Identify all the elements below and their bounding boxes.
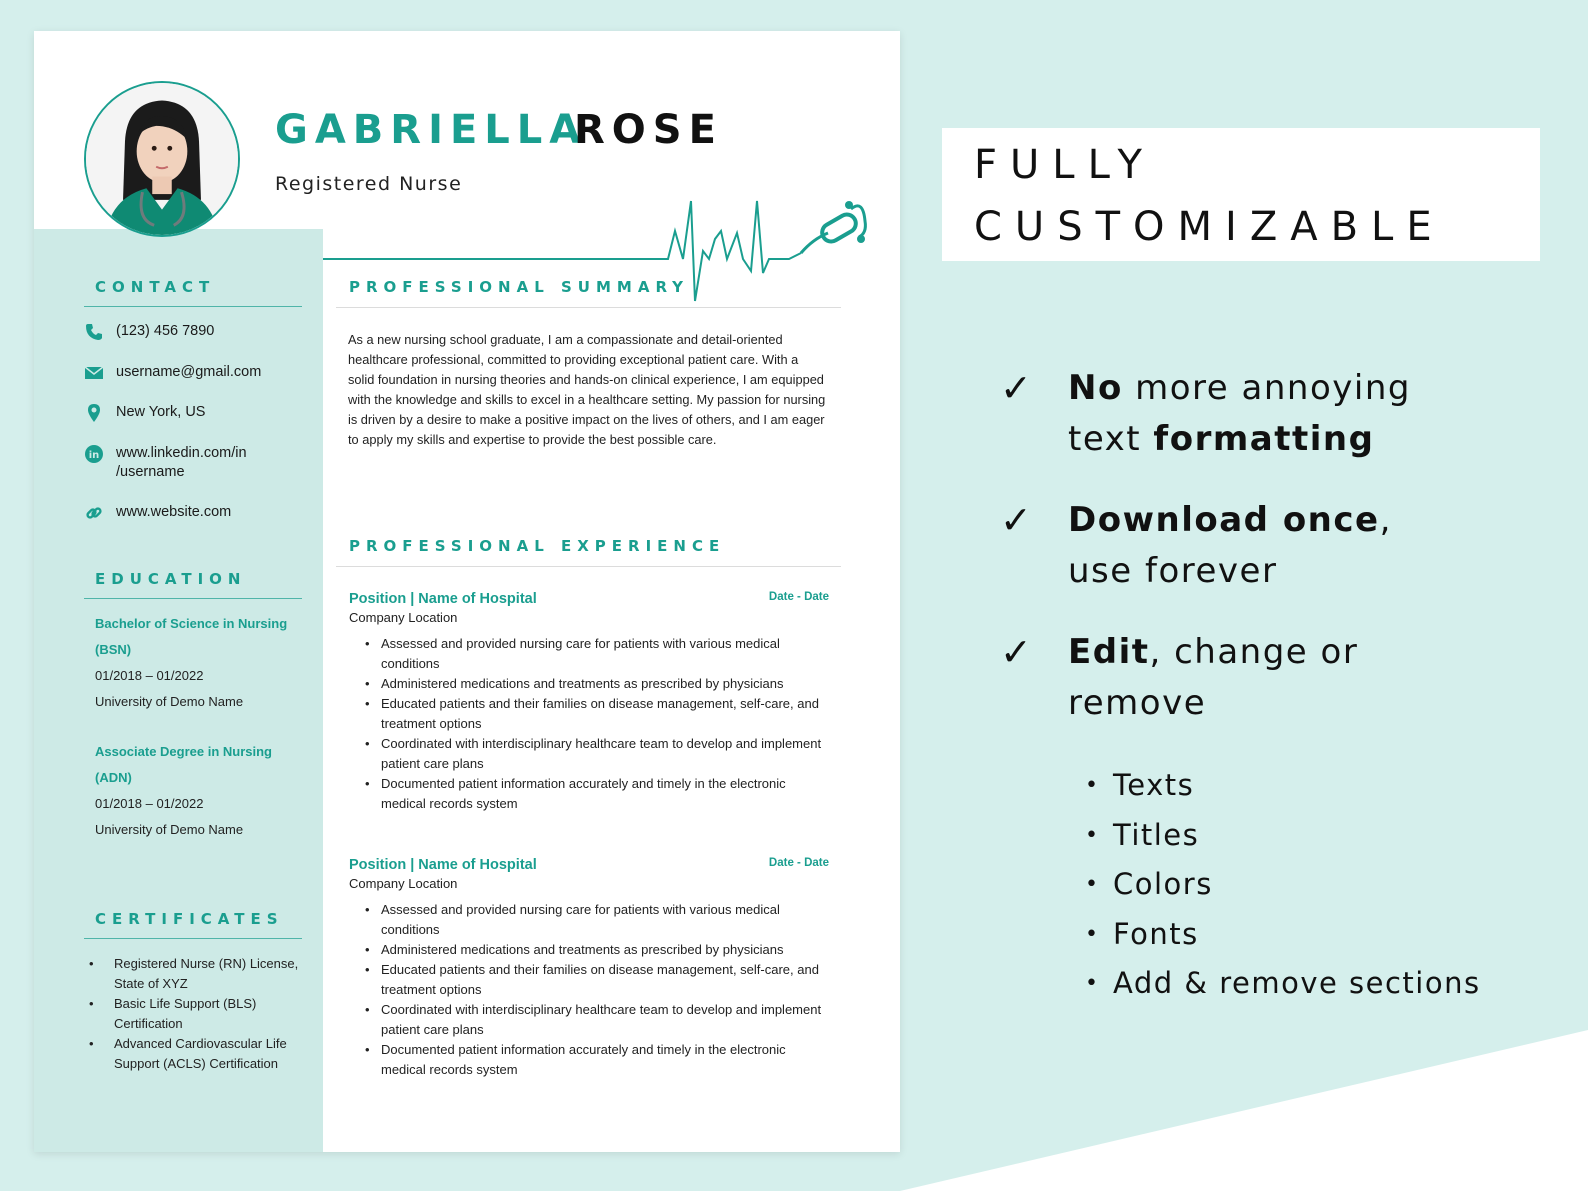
contact-linkedin bbox=[84, 444, 286, 482]
education-heading: EDUCATION bbox=[95, 570, 247, 588]
contact-location bbox=[84, 403, 286, 423]
list-item: • Basic Life Support (BLS) Certification bbox=[89, 994, 304, 1033]
link-icon bbox=[84, 503, 104, 523]
degree-dates: 01/2018 – 01/2022 bbox=[95, 796, 204, 811]
contact-email bbox=[84, 363, 286, 383]
contact-phone bbox=[84, 322, 286, 342]
customization-options bbox=[1085, 761, 1481, 1009]
list-item: • Registered Nurse (RN) License, State of XYZ bbox=[89, 954, 304, 993]
phone-text: (123) 456 7890 bbox=[116, 323, 215, 339]
summary-text: As a new nursing school graduate, I am a compassionate and detail-oriented healthcare professional, committed to providing exceptional patient care. With a solid foundation in nursing theories and hands-on clinical experience, I am equipped with the knowledge and skills to excel in a healthcare setting. My passion for nursing is driven by a desire to make a positive impact on the lives of others, and I am eager to apply my skills and expertise to provide the best possible care. bbox=[348, 332, 826, 447]
list-item: • Titles bbox=[1085, 811, 1481, 861]
list-item: • Colors bbox=[1085, 860, 1481, 910]
name-first: GABRIELLA bbox=[275, 107, 588, 153]
feature-text: use forever bbox=[1068, 551, 1278, 591]
degree-abbr: (ADN) bbox=[95, 770, 132, 785]
email-text: username@gmail.com bbox=[116, 364, 262, 380]
degree-name: Associate Degree in Nursing bbox=[95, 744, 272, 759]
job-title: Registered Nurse bbox=[275, 173, 463, 195]
education-divider bbox=[84, 598, 302, 599]
list-item: • Documented patient information accurately and timely in the electronic medical records system bbox=[365, 774, 829, 814]
checkmark-icon: ✓ bbox=[1000, 630, 1034, 674]
list-item: • Add & remove sections bbox=[1085, 959, 1481, 1009]
degree-dates: 01/2018 – 01/2022 bbox=[95, 668, 204, 683]
summary-heading: PROFESSIONAL SUMMARY bbox=[349, 278, 690, 296]
summary-divider bbox=[336, 307, 841, 308]
list-item: • Administered medications and treatments as prescribed by physicians bbox=[365, 674, 829, 694]
contact-heading: CONTACT bbox=[95, 278, 216, 296]
linkedin-icon bbox=[84, 444, 104, 464]
feature-text: remove bbox=[1068, 683, 1207, 723]
list-item: • Coordinated with interdisciplinary healthcare team to develop and implement patient care plans bbox=[365, 734, 829, 774]
list-item: • Documented patient information accurately and timely in the electronic medical records system bbox=[365, 1040, 829, 1080]
name-last: ROSE bbox=[574, 107, 723, 153]
job-entry bbox=[349, 591, 829, 814]
list-item: • Fonts bbox=[1085, 910, 1481, 960]
phone-icon bbox=[84, 322, 104, 342]
school-name: University of Demo Name bbox=[95, 694, 244, 709]
email-icon bbox=[84, 363, 104, 383]
degree-name: Bachelor of Science in Nursing bbox=[95, 616, 288, 631]
list-item: • Assessed and provided nursing care for patients with various medical conditions bbox=[365, 900, 829, 940]
job-location: Company Location bbox=[349, 610, 458, 625]
list-item: • Educated patients and their families on disease management, self-care, and treatment options bbox=[365, 694, 829, 734]
job-duties bbox=[349, 900, 829, 1080]
certificates-heading: CERTIFICATES bbox=[95, 910, 284, 928]
feature-text: , bbox=[1379, 500, 1392, 540]
headline-line2: CUSTOMIZABLE bbox=[974, 204, 1445, 250]
headline-box bbox=[942, 128, 1540, 261]
feature-bold: Download once bbox=[1068, 500, 1380, 540]
contact-divider bbox=[84, 306, 302, 307]
list-item: • Educated patients and their families on disease management, self-care, and treatment options bbox=[365, 960, 829, 1000]
list-item: • Assessed and provided nursing care for patients with various medical conditions bbox=[365, 634, 829, 674]
education-entry bbox=[95, 739, 305, 843]
job-position: Position | Name of Hospital bbox=[349, 857, 537, 873]
list-item: • Texts bbox=[1085, 761, 1481, 811]
svg-text:in: in bbox=[88, 450, 100, 461]
job-date: Date - Date bbox=[768, 591, 829, 603]
education-entry bbox=[95, 611, 305, 715]
checkmark-icon: ✓ bbox=[1000, 366, 1034, 410]
feature-text: , change or bbox=[1149, 632, 1359, 672]
degree-abbr: (BSN) bbox=[95, 642, 132, 657]
feature-bold: formatting bbox=[1153, 419, 1375, 459]
certificates-divider bbox=[84, 938, 302, 939]
experience-divider bbox=[336, 566, 841, 567]
list-item: • Administered medications and treatments as prescribed by physicians bbox=[365, 940, 829, 960]
job-duties bbox=[349, 634, 829, 814]
location-text: New York, US bbox=[116, 404, 206, 420]
feature-text: more annoying bbox=[1122, 368, 1411, 408]
job-entry bbox=[349, 857, 829, 1080]
feature-bold: No bbox=[1068, 368, 1123, 408]
feature-bold: Edit bbox=[1068, 632, 1150, 672]
job-location: Company Location bbox=[349, 876, 458, 891]
contact-website bbox=[84, 503, 286, 523]
list-item: • Advanced Cardiovascular Life Support (ACLS) Certification bbox=[89, 1034, 304, 1073]
job-position: Position | Name of Hospital bbox=[349, 591, 537, 607]
stethoscope-icon bbox=[801, 201, 865, 253]
profile-photo bbox=[84, 81, 240, 237]
list-item: • Coordinated with interdisciplinary healthcare team to develop and implement patient care plans bbox=[365, 1000, 829, 1040]
job-date: Date - Date bbox=[768, 857, 829, 869]
feature-text: text bbox=[1068, 419, 1154, 459]
location-pin-icon bbox=[84, 403, 104, 423]
checkmark-icon: ✓ bbox=[1000, 498, 1034, 542]
linkedin-text-line2: /username bbox=[116, 464, 185, 480]
school-name: University of Demo Name bbox=[95, 822, 244, 837]
experience-heading: PROFESSIONAL EXPERIENCE bbox=[349, 537, 726, 555]
certificates-list bbox=[89, 954, 304, 1074]
headline-line1: FULLY bbox=[974, 142, 1155, 188]
linkedin-text-line1: www.linkedin.com/in bbox=[116, 445, 247, 461]
resume-sheet bbox=[34, 31, 900, 1152]
website-text: www.website.com bbox=[116, 504, 232, 520]
